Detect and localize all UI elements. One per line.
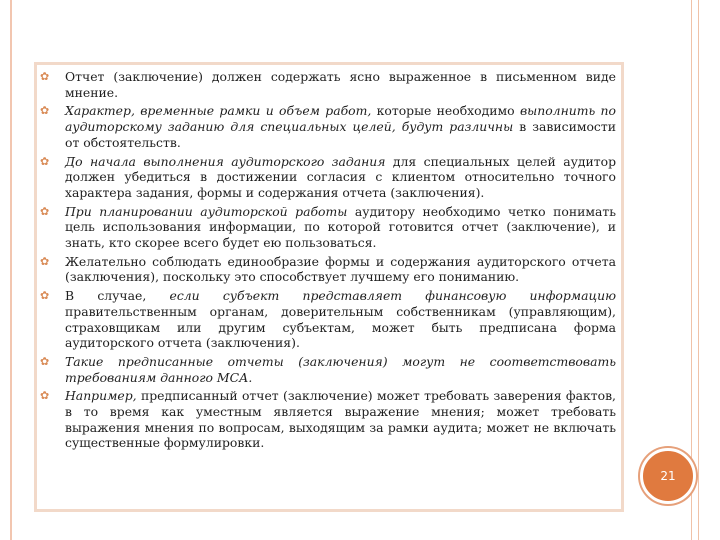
bullet-item	[40, 103, 616, 150]
flower-bullet-icon: ✿	[40, 154, 50, 168]
bullet-item	[40, 254, 616, 285]
flower-bullet-icon: ✿	[40, 254, 50, 268]
bullet-text: Характер, временные рамки и объем работ,	[65, 103, 372, 119]
bullet-item	[40, 288, 616, 351]
bullet-text: При планировании аудиторской работы	[65, 203, 348, 219]
right-decorative-rule-inner	[698, 0, 699, 540]
bullet-text: выполнить по аудиторскому заданию для специальных целей, будут различны	[65, 103, 616, 135]
bullet-item	[40, 154, 616, 201]
flower-bullet-icon: ✿	[40, 204, 50, 218]
bullet-item	[40, 388, 616, 451]
bullet-list	[40, 69, 616, 454]
bullet-text: Такие предписанные отчеты (заключения) могут не соответствовать требованиям данного МСА.	[65, 353, 616, 385]
bullet-item	[40, 354, 616, 385]
bullet-text: для специальных целей аудитор должен убедиться в достижении согласия с клиентом относительно точного характера задания, формы и содержания отчета (заключения).	[65, 153, 616, 200]
bullet-text: Желательно соблюдать единообразие формы и содержания аудиторского отчета (заключения), поскольку это способствует лучшему его пониманию.	[65, 253, 616, 285]
bullet-text: аудитору необходимо четко понимать цель использования информации, по которой готовится отчет (заключение), и знать, кто скорее всего будет ею пользоваться.	[65, 203, 616, 251]
bullet-text: Отчет (заключение) должен содержать ясно выраженное в письменном виде мнение.	[65, 69, 616, 100]
left-decorative-rule	[10, 0, 12, 540]
right-decorative-rule-outer	[691, 0, 692, 540]
flower-bullet-icon: ✿	[40, 289, 50, 303]
bullet-item	[40, 69, 616, 100]
page-number: 21	[660, 469, 676, 483]
bullet-text: правительственным органам, доверительным собственникам (управляющим), страховщикам или другим субъектам, может быть предписана форма аудиторского отчета (заключения).	[65, 303, 616, 351]
bullet-text: в зависимости от обстоятельств.	[65, 119, 616, 150]
bullet-text: которые необходимо	[371, 103, 520, 119]
flower-bullet-icon: ✿	[40, 104, 50, 118]
bullet-text: Например,	[65, 388, 137, 404]
bullet-text: В случае,	[65, 288, 170, 304]
flower-bullet-icon: ✿	[40, 70, 50, 83]
page-number-badge	[640, 448, 696, 504]
flower-bullet-icon: ✿	[40, 354, 50, 368]
bullet-text: предписанный отчет (заключение) может требовать заверения фактов, в то время как уместным является выражение мнения; может требовать выражения мнения по вопросам, выходящим за рамки аудита; может не включать существенные формулировки.	[65, 388, 616, 451]
bullet-text: До начала выполнения аудиторского задания	[65, 153, 386, 169]
bullet-text: если субъект представляет финансовую информацию	[169, 288, 616, 304]
flower-bullet-icon: ✿	[40, 389, 50, 403]
bullet-item	[40, 204, 616, 251]
